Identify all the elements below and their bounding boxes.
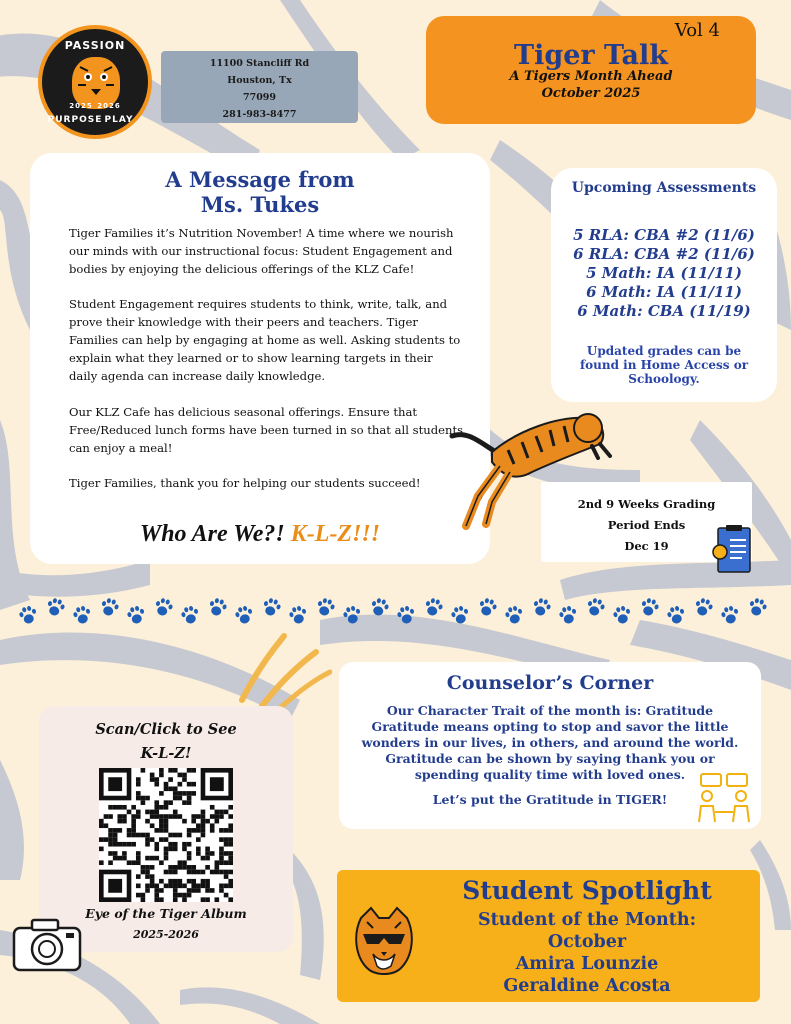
spotlight-title: Student Spotlight xyxy=(462,876,712,905)
spotlight-month: October xyxy=(547,932,627,952)
logo-word-passion: PASSION xyxy=(64,39,126,52)
grading-line3: Dec 19 xyxy=(624,539,669,553)
paw-print-icon xyxy=(288,604,309,625)
student-spotlight-card xyxy=(337,870,760,1002)
paw-print-icon xyxy=(369,597,390,618)
grading-line1: 2nd 9 Weeks Grading xyxy=(577,497,716,511)
message-title xyxy=(30,167,490,217)
logo-word-play: PLAY xyxy=(104,115,134,125)
newsletter-header xyxy=(426,16,756,124)
message-paragraph: Student Engagement requires students to think, write, talk, and prove their knowledge with their peers and teachers. Tiger Families can help by engaging at home as well. Asking students to explain what they learned or to show learning targets in their daily agenda can increase daily knowledge. xyxy=(69,297,461,383)
logo-word-purpose: PURPOSE xyxy=(47,115,103,125)
qr-title-line1: Scan/Click to See xyxy=(95,721,237,738)
paw-print-icon xyxy=(153,597,174,618)
grades-note: Updated grades can be found in Home Access or Schoology. xyxy=(579,344,749,386)
album-year: 2025-2026 xyxy=(133,928,199,941)
assessment-item: 6 Math: IA (11/11) xyxy=(586,283,742,301)
paw-print-icon xyxy=(45,597,66,618)
school-logo xyxy=(38,25,152,139)
principal-message-card xyxy=(30,153,490,564)
slogan-klz: K-L-Z!!! xyxy=(290,521,381,547)
paw-print-icon xyxy=(99,597,120,618)
message-paragraph: Our KLZ Cafe has delicious seasonal offerings. Ensure that Free/Reduced lunch forms have been turned in so that all students can enjoy a meal! xyxy=(69,405,464,455)
assessment-item: 5 Math: IA (11/11) xyxy=(586,264,742,282)
conversation-icon xyxy=(695,772,753,826)
gratitude-definition: Gratitude means opting to stop and savor the little wonders in our lives, in others, and around the world. Gratitude can be shown by saying thank you or spending quality time with loved ones. xyxy=(361,719,739,782)
message-paragraph: Tiger Families it’s Nutrition November! A time where we nourish our minds with our instructional focus: Student Engagement and bodies by enjoying the delicious offerings of the KLZ Cafe! xyxy=(69,226,454,276)
qr-finder-pattern xyxy=(203,770,231,798)
paw-print-icon xyxy=(558,604,579,625)
assessment-item: 5 RLA: CBA #2 (11/6) xyxy=(573,226,755,244)
paw-print-icon xyxy=(720,604,741,625)
spotlight-student: Geraldine Acosta xyxy=(503,976,671,996)
address-city: Houston, Tx xyxy=(227,75,292,86)
upcoming-assessments-card xyxy=(551,168,777,402)
paw-print-icon xyxy=(477,597,498,618)
volume-label: Vol 4 xyxy=(674,20,720,41)
paw-print-icon xyxy=(666,604,687,625)
message-title-line1: A Message from xyxy=(165,167,355,192)
message-paragraph: Tiger Families, thank you for helping our students succeed! xyxy=(69,476,421,490)
klz-slogan xyxy=(30,521,490,548)
paw-print-icon xyxy=(315,597,336,618)
logo-year-right: 2026 xyxy=(97,102,121,110)
spotlight-subtitle: Student of the Month: xyxy=(477,910,697,930)
qr-finder-pattern xyxy=(101,872,129,900)
counselor-title: Counselor’s Corner xyxy=(446,672,654,694)
address-zip: 77099 xyxy=(242,92,277,103)
address-street: 11100 Stancliff Rd xyxy=(209,58,310,69)
paw-print-icon xyxy=(585,597,606,618)
camera-icon xyxy=(10,914,84,974)
paw-print-icon xyxy=(693,597,714,618)
assessment-item: 6 RLA: CBA #2 (11/6) xyxy=(573,245,755,263)
paw-print-icon xyxy=(639,597,660,618)
address-phone: 281-983-8477 xyxy=(222,109,297,120)
paw-print-icon xyxy=(18,604,39,625)
grading-line2: Period Ends xyxy=(607,518,686,532)
message-title-line2: Ms. Tukes xyxy=(200,192,320,217)
paw-print-icon xyxy=(504,604,525,625)
qr-finder-pattern xyxy=(101,770,129,798)
paw-print-icon xyxy=(72,604,93,625)
logo-year-left: 2025 xyxy=(69,102,93,110)
newsletter-subtitle: A Tigers Month Ahead xyxy=(509,69,673,84)
assessments-title: Upcoming Assessments xyxy=(571,180,757,196)
album-caption: Eye of the Tiger Album xyxy=(85,906,247,921)
paw-print-icon xyxy=(342,604,363,625)
qr-title-line2: K-L-Z! xyxy=(140,745,192,762)
spotlight-student: Amira Lounzie xyxy=(515,954,659,974)
paw-print-icon xyxy=(747,597,768,618)
paw-print-divider xyxy=(0,596,791,632)
paw-print-icon xyxy=(180,604,201,625)
paw-print-icon xyxy=(450,604,471,625)
paw-print-icon xyxy=(126,604,147,625)
qr-pattern xyxy=(99,768,233,902)
qr-title xyxy=(39,718,293,766)
character-trait: Our Character Trait of the month is: Gratitude xyxy=(386,703,714,718)
paw-prints xyxy=(0,596,791,632)
claw-marks-decoration xyxy=(232,630,332,710)
gratitude-closing: Let’s put the Gratitude in TIGER! xyxy=(432,792,668,807)
newsletter-title: Tiger Talk xyxy=(514,40,668,71)
assessment-item: 6 Math: CBA (11/19) xyxy=(577,302,751,320)
album-qr-code[interactable] xyxy=(99,768,233,902)
paw-print-icon xyxy=(612,604,633,625)
school-address xyxy=(161,51,358,123)
paw-print-icon xyxy=(261,597,282,618)
paw-print-icon xyxy=(234,604,255,625)
paw-print-icon xyxy=(207,597,228,618)
paw-print-icon xyxy=(396,604,417,625)
report-card-icon xyxy=(712,524,754,574)
paw-print-icon xyxy=(531,597,552,618)
cool-tiger-icon xyxy=(353,904,415,980)
slogan-question: Who Are We?! xyxy=(139,521,285,547)
newsletter-date: October 2025 xyxy=(541,86,641,101)
counselors-corner-card xyxy=(339,662,761,829)
paw-print-icon xyxy=(423,597,444,618)
